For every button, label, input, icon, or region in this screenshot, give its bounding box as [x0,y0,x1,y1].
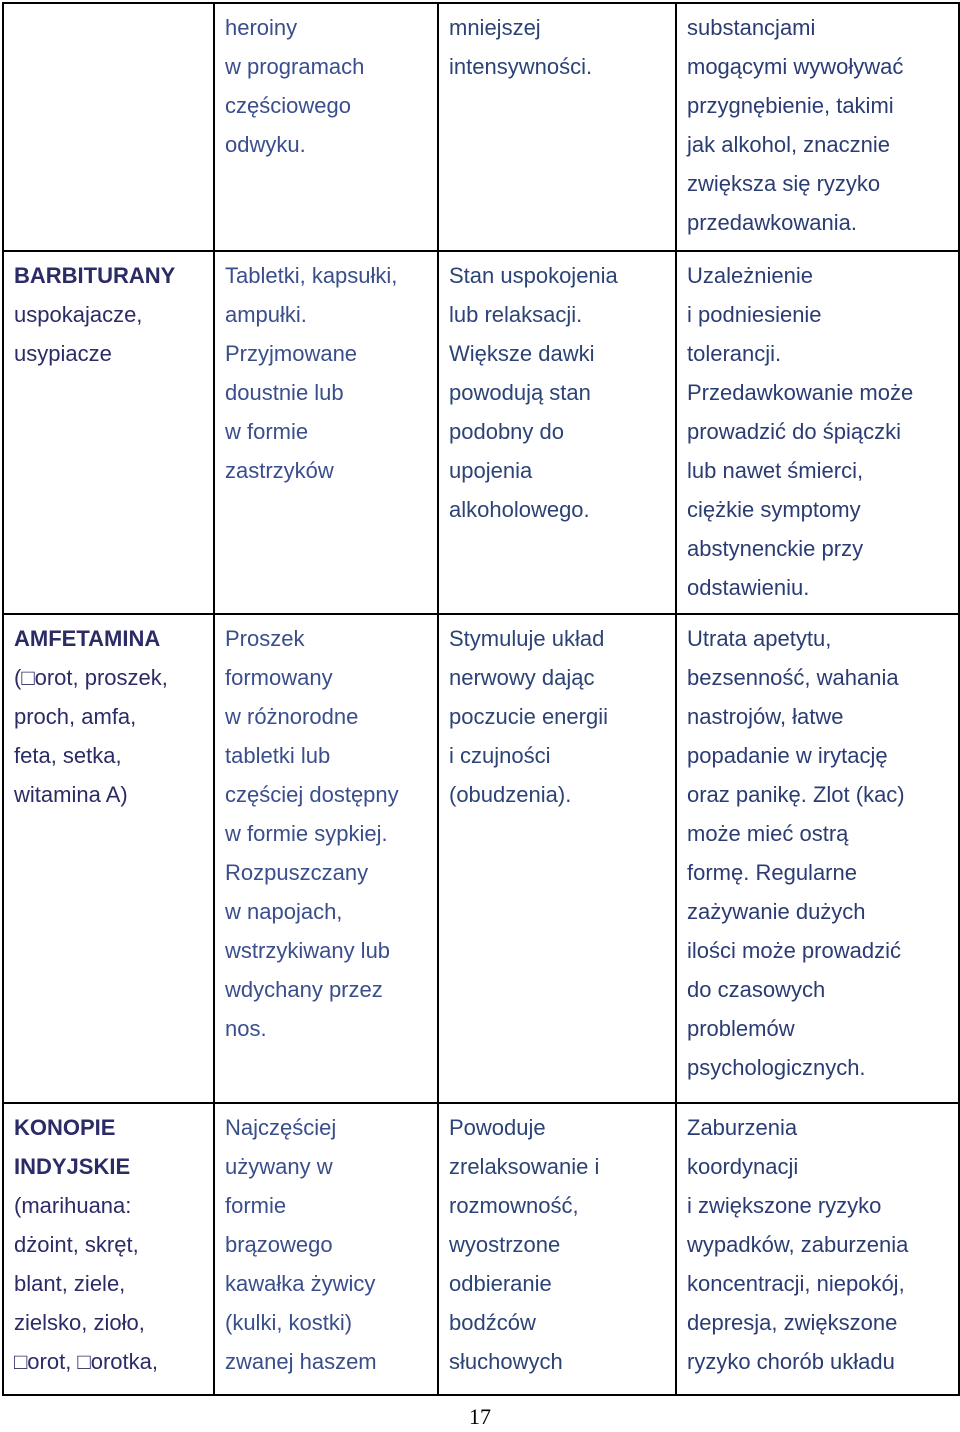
effect-cell: Stymuluje układ nerwowy dając poczucie energii i czujności (obudzenia). [438,614,676,1103]
effect-cell: Powoduje zrelaksowanie i rozmowność, wyostrzone odbieranie bodźców słuchowych [438,1103,676,1395]
risk-cell: Uzależnienie i podniesienie tolerancji. Przedawkowanie może prowadzić do śpiączki lub nawet śmierci, ciężkie symptomy abstynenckie przy odstawieniu. [676,251,959,614]
substance-name: AMFETAMINA [14,626,161,651]
risk-cell: Utrata apetytu, bezsenność, wahania nastrojów, łatwe popadanie w irytację oraz panikę. Zlot (kac) może mieć ostrą formę. Regularne zażywanie dużych ilości może prowadzić do czasowych problemów psychologicznych. [676,614,959,1103]
effect-cell: mniejszej intensywności. [438,3,676,251]
substance-slang: (marihuana: dżoint, skręt, blant, ziele, zielsko, zioło, □orot, □orotka, [14,1193,158,1374]
risk-cell: substancjami mogącymi wywoływać przygnębienie, takimi jak alkohol, znacznie zwiększa się ryzyko przedawkowania. [676,3,959,251]
substance-slang: uspokajacze, usypiacze [14,302,143,366]
form-cell: heroiny w programach częściowego odwyku. [214,3,438,251]
substance-slang: (□orot, proszek, proch, amfa, feta, setka, witamina A) [14,665,168,807]
substance-name: BARBITURANY [14,263,176,288]
form-cell: Proszek formowany w różnorodne tabletki lub częściej dostępny w formie sypkiej. Rozpuszczany w napojach, wstrzykiwany lub wdychany przez nos. [214,614,438,1103]
table-row [3,614,959,1103]
substances-table [2,2,960,1396]
page-number: 17 [469,1404,491,1429]
substance-name-cell [3,614,214,1103]
effect-cell: Stan uspokojenia lub relaksacji. Większe dawki powodują stan podobny do upojenia alkoholowego. [438,251,676,614]
substance-name-cell [3,1103,214,1395]
table-row [3,3,959,251]
substance-name-cell [3,3,214,251]
table-row [3,251,959,614]
risk-cell: Zaburzenia koordynacji i zwiększone ryzyko wypadków, zaburzenia koncentracji, niepokój, depresja, zwiększone ryzyko chorób układu [676,1103,959,1395]
form-cell: Tabletki, kapsułki, ampułki. Przyjmowane doustnie lub w formie zastrzyków [214,251,438,614]
form-cell: Najczęściej używany w formie brązowego kawałka żywicy (kulki, kostki) zwanej haszem [214,1103,438,1395]
substance-name: KONOPIE INDYJSKIE [14,1115,131,1179]
table-row [3,1103,959,1395]
substance-name-cell [3,251,214,614]
